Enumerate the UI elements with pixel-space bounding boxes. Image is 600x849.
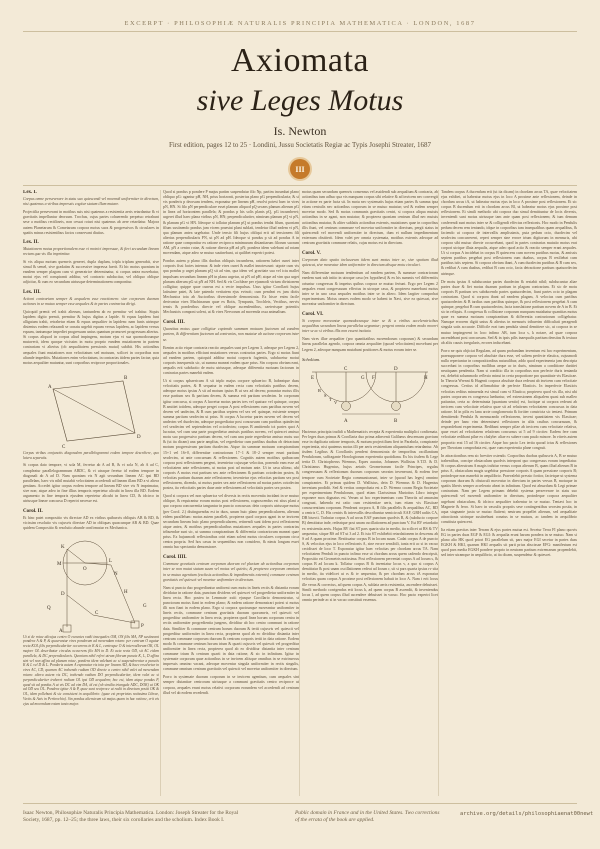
text-column-2 — [163, 190, 299, 796]
fig3-label-a: A — [344, 418, 348, 424]
figure-parallelogram — [23, 369, 159, 451]
column-divider — [160, 190, 161, 796]
corollary3-statement: Quantitas motus quae colligitur capiendo summam motuum factorum ad eandem partem, & differentiam factorum ad contrarias, non mutatur ab actione corporum inter se. — [163, 327, 299, 342]
lex1-heading: Lex. I. — [23, 190, 37, 195]
lex3-body: Quicquid premit vel trahit alterum, tantundem ab eo premitur vel trahitur. Siquis lapidem digito premit, premitur & hujus digitus a lapide. Si equus lapidem funi alligatum trahit, retrahetur etiam & equus aequaliter in lapidem: nam funis utrinque distentus eodem relaxandi se conatu urgebit equum versus lapidem, ac lapidem versus equum, tantumque impediet progressum unius quantum promovet progressum alterius. Si corpus aliquod in corpus aliud impingens, motum ejus vi sua quomodocunque mutaverit, idem quoque vicissim in motu proprio eandem mutationem in partem contrariam vi alterius (ob aequalitatem pressionis mutui) subibit. His actionibus aequales fiunt mutationes non velocitatum sed motuum, scilicet in corporibus non aliunde impeditis. Mutationes enim velocitatum, in contrarias itidem partes factae, quia motus aequaliter mutantur, sunt corporibus reciproce proportionales. — [23, 309, 159, 365]
author-name: Is. Newton — [273, 124, 327, 138]
fig2-label-l: L — [109, 558, 113, 564]
fig3-label-b: B — [394, 418, 398, 424]
fig1-label-d: D — [137, 434, 141, 440]
column2-paragraph: Quod si pondus p pondere P majus partim suspendatur filo Np, partim incumbat plano obliquo pG: agantur pH, NH, prius horizonti, posterius plano pG perpendicularia; & si vis ponderis p deorsum tendens, exponatur per lineam pH, resolvi potest haec in vires pN, HN. Si filo pN perpendiculare esset planum aliquod pQ secans planum alterum pG in linea ad horizontem parallela; & pondus p his solis planis pQ, pG incumberet; urgeret illud haec plana viribus pN, HN; perpendiculariter, nimirum planum pQ vi pN, & planum pG vi HN. Ideoque si tollatur planum pQ ut pondus tendat filum, quoniam filum sustinendo pondus jam vicem praestat plani sublati, tendetur illud eadem vi pN, qua planum antea urgebatur. Unde tensio fili hujus obliqui erit ad tensionem fili alterius perpendicularis PN, ut pN ad pH. Ideoque si pondus p sit ad pondus A in ratione quae componitur ex ratione reciproca minimarum distantiarum filorum suorum AM, pN a centro rotae, & ratione directa pH ad pN; pondera idem valebunt ad rotam movendam, atque adeo se mutuo sustinebunt, ut quilibet experiri potest. — [163, 190, 299, 256]
edition-line: First edition, pages 12 to 25 · Londini, Jussu Societatis Regiæ ac Typis Josephi Streater, 1687 — [169, 141, 431, 149]
column4-paragraph: Ita etiam gravitas inter Terram & ejus partes mutua est. Secetur Terra FI plano quovis EG in partes duas EGF & EGI: & aequalia erunt harum pondera in se mutuo. Nam si plano alio HK quod priori EG parallelum sit, pars major EGI secetur in partes duas EGKH & HKI, quarum HKI aequalis sit parti prius abscissae EFG: manifestum est quod pars media EGKH pondere proprio in neutram partium extremarum propendebit, sed inter utramque in aequilibrio, ut ita dicam, suspendetur & quiescet. — [441, 528, 577, 558]
fig3-label-s: S — [324, 392, 327, 398]
column3-paragraph: Nam vires illae aequaliter (pro quantitatibus movendorum corporum) & secundum lineas parallelas agendo, corpora omnia aequaliter (quoad velocitatem) movebunt per Legem 2, adeoque nunquam mutabunt positiones & motus eorum inter se. — [302, 337, 438, 352]
footer-rights: Public domain in France and in the United States. Two corrections of the errata of the book are applied. — [295, 810, 440, 823]
figure1-body: Si corpus dato tempore, vi sola M, ferretur ab A ad B, & vi sola N, ab A ad C, compleatur parallelogrammum ABDC, & vi utraque feretur id eodem tempore in diagonali ab A ad D. Nam quoniam vis N agit secundum lineam AC ipsi BD parallelam, haec vis nihil mutabit velocitatem accedendi ad lineam illam BD a vi altera genitam. Accedet igitur corpus eodem tempore ad lineam BD sive vis N imprimatur, sive non; atque adeo in fine illius temporis reperietur alicubi in linea illa BD. Eodem argumento in fine temporis ejusdem reperietur alicubi in linea CD, & idcirco in utriusque lineae concursu D reperiri necesse est. — [23, 463, 159, 504]
column4-paragraph: De motu ipsius A subducantur partes duodecim & restabit nihil; subducantur aliae partes duae & fiet motus duarum partium in plagam contrariam. Et sic de motu corporis B partium sex subducendo partes quatuordecim, fiunt partes octo in plagam contrariam. Quod si corpora ibant ad eandem plagam, A velocius cum partibus quatuordecim & B tardius cum partibus quinque, & post reflexionem pergebat A cum quinque, pergebat B cum quatuordecim, facta translatione partium novem de A in B. Et sic in reliquis. A congressu & collisione corporum nunquam mutabatur quantitas motus quae ex summa motuum conspirantium & differentia contrariorum colligebatur. Namque errorem digiti unius & alterius in mensuris tribuerim difficultati peragendi singula satis accurate. Difficile erat tum pendula simul demittere sic, ut corpora in se mutuo impingerent in loco infimo AB, tum loca s, k notare, ad quae corpora ascendebant post concursum. Sed & in ipsis pilis inaequalis partium densitas & textura ab aliis causis irregularis, errores inducebant. — [441, 279, 577, 345]
fig3-label-f: F — [372, 375, 375, 381]
running-head: EXCERPT · PHILOSOPHIÆ NATURALIS PRINCIPIA MATHEMATICA · LONDON, 1687 — [124, 20, 476, 27]
column2-paragraph: Ut si corpus sphaericum A sit triplo majus corpore sphaerico B, habeatque duas velocitatis partes, & B sequatur in eadem recta cum velocitatis partibus decem, adeoque motus ipsius A sit ad motum ipsius B ut sex ad decem; ponantur motus illis esse partium sex & partium decem, & summa erit partium sexdecim. In corporum igitur concursu, si corpus A lucretur motus partes tres vel quatuor vel quinque, corpus B amittet totidem, adeoque perget corpus A post reflexionem cum partibus novem vel decem vel undecim, & B cum partibus septem vel sex vel quinque, existente semper summa partium sexdecim ut prius. Si corpus A lucretur partes novem vel decem vel undecim vel duodecim, adeoque progrediatur post concursum cum partibus quindecim vel sexdecim vel septendecim vel octodecim; corpus B amittendo tot partes quot A lucratur, vel cum una parte progredietur amissis partibus novem, vel quiescet amisso motu suo progressivo partium decem, vel cum una parte regredietur amisso motu suo & (ut ita dicam) una parte amplius, vel regredietur cum partibus duabus ob detractum motum progressivum partium duodecim. Atque ita summae motuum conspirantium 15+1 vel 16+0, differentiae contrariorum 17−1 & 18−2 semper erunt partium sexdecim, ut ante concursum & reflexionem. Cognitis autem motibus quibuscum corpora post reflexionem pergent, invenietur cujusque velocitas, ponendo eam esse ad velocitatem ante reflexionem, ut motus post ad motum ante. Ut in casu ultimo, ubi corporis A motus erat partium sex ante reflexionem & partium octodecim postea, & velocitas partium duarum ante reflexionem; invenietur ejus velocitas partium sex post reflexionem, dicendo, ut motus partes sex ante reflexionem ad motus partes octodecim postea, ita velocitatis partes duae ante reflexionem ad velocitatis partes sex postea. — [163, 379, 299, 491]
footer-citation: Isaac Newton, Philosophiæ Naturalis Principia Mathematica. London: Joseph Streater for the Royal Society, 1687, pp. 12–25; the three laws, their six corollaries and the scholium. Index Book I. — [23, 810, 239, 823]
text-column-3 — [302, 190, 438, 796]
lex3-heading: Lex. III. — [23, 289, 41, 295]
footer-source-link[interactable]: archive.org/details/philosophiaenat00newt — [460, 811, 594, 817]
fig2-label-c: C — [95, 610, 99, 616]
column4-paragraph: Porro ne quis objiciat Regulam, ad quam probandam inventum est hoc experimentum, praesupponere corpora vel absolute dura esse, vel saltem perfecte elastica, cujusmodi nulla reperiuntur in compositionibus naturalibus; addo quod experimenta jam descripta succedunt in corporibus mollibus aeque ac in duris, nimirum a conditione duritiei neutiquam pendentia. Nam si conditio illa in corporibus non perfecte duris tentanda est, debebit solummodo reflexio minui in certa proportione pro quantitate vis Elasticae. In Theoria Wrenni & Hugenii corpora absolute dura redeunt ab invicem cum velocitate congressus. Certius id affirmabitur de perfecte Elasticis. In imperfecte Elasticis velocitas reditus minuenda est simul cum vi Elastica; propterea quod vis illa, nisi ubi partes corporum ex congressu laeduntur, vel extensionem aliqualem quasi sub malleo patiuntur, certa ac determinata (quantum sentio) est, facitque ut corpora redeant ab invicem cum velocitate relativa quae sit ad relativam velocitatem concursus in data ratione. Id in pilis ex lana arcte conglomerata & fortiter constricta sic tentavi. Primum demittendo Pendula & mensurando reflexionem, inveni quantitatem vis Elasticae; deinde per hanc vim determinavi reflexiones in aliis casibus concursuum, & respondebant experimenta. Redibant semper pilae ab invicem cum velocitate relativa, quae esset ad velocitatem relativam concursus ut 5 ad 9 circiter. Eadem fere cum velocitate redibant pilae ex chalybe: aliae ex subere cum paulo minore. In vitreis autem proportio erat 15 ad 16 circiter. Atque hoc pacto Lex tertia quoad ictus & reflexiones per Theoriam comprobata est, quae cum experientia plane congruit. — [441, 348, 577, 450]
fig3-label-v: V — [334, 399, 338, 405]
lex2-body: Si vis aliqua motum quemvis generet, dupla duplum, tripla triplum generabit, sive simul & semel, sive gradatim & successive impressa fuerit. Et hic motus quoniam in eandem semper plagam cum vi generatrice determinatur, si corpus antea movebatur, motui ejus vel conspiranti additur, vel contrario subducitur, vel obliquo oblique adjicitur, & cum eo secundum utriusque determinationem componitur. — [23, 260, 159, 285]
corollary6-statement: Si corpora moveantur quomodocunque inter se & a viribus acceleratricibus aequalibus secundum lineas parallelas urgeantur; pergent omnia eodem modo moveri inter se ac si viribus illis non essent incitata. — [302, 319, 438, 334]
fig2-label-k: K — [61, 544, 65, 550]
corollary3-heading: Corol. III. — [163, 320, 185, 326]
column2-paragraph: Pondus autem p plano illis duobus obliquis incumbens, rationem habet cunei inter corporis fissi facies internas: & inde vires cunei & mallei innotescunt: utpote cum vis qua pondus p urget planum pQ sit ad vim, qua idem vel gravitate sua vel ictu mallei impulsum secundum lineam pH in plana urgetur, ut pN ad pH; atque ad vim qua urget planum alterum pG ut pN ad NH. Sed & vis Cochleae per ejusmodi virium divisionem colligitur; quippe quae cuneus est a vecte impulsus. Usus igitur Corollarii hujus latissime patet, & late patendo veritatem ejus evincit; cum pendeat ex jam dictis Mechanica tota ab Auctoribus diversimode demonstrata. Ex hisce enim facile derivantur vires Machinarum quae ex Rotis, Tympanis, Trochleis, Vectibus, nervis tensis & ponderibus directe vel oblique ascendentibus, caeterisque potentiis Mechanicis componi solent, ut & vires Nervorum ad movenda ossa animalium. — [163, 259, 299, 315]
scholium-body: Hactenus principia tradidi a Mathematicis recepta & experientia multiplici confirmata. Per leges duas primas & Corollaria duo prima adinvenit Galilaeus descensum gravium esse in duplicata ratione temporis, & motum projectilium fieri in Parabola, conspirante experientia, nisi quatenus motus illi per aeris resistentiam aliquantulum retardantur. Ab iisdem Legibus & Corollariis pendent demonstrata de temporibus oscillantium Pendulorum, suffragante Horologiorum experientia quotidiana. Ex his iisdem & Lege tertia D. Christopherus Wrennus, Eques auratus, Johannes Wallisius S.T.D. & D. Christianus Hugenius, hujus aetatis Geometrarum facile Principes, regulas congressuum & reflexionum duorum corporum seorsim invenerunt, & eodem fere tempore cum Societate Regia communicarunt, inter se (quoad has leges) omnino conspirantes. Et primus quidem D. Wallisius, dein D. Wrennus & D. Hugenius inventum prodidit. Sed & veritas comprobata est a D. Wrenno coram Regia Societate per experimentum Pendulorum, quod etiam Clarissimus Mariottus Libro integro exponere mox dignatus est. Verum ut hoc experimentum cum Theoriis ad amussim congruat, habenda est ratio cum resistentiae aeris, tum etiam vis Elasticae concurrentium corporum. Pendeant corpora A, B filis parallelis & aequalibus AC, BD a centris C, D. His centris & intervallis describantur semicirculi EAF, GBH radiis CA, DB bisecti. Trahatur corpus A ad arcus EAF punctum quodvis R, & (subducto corpore B) demittatur inde, redeatque post unam oscillationem ad punctum V. Est RV retardatio ex resistentia aeris. Hujus RV fiat ST pars quarta sita in medio, ita scilicet ut RS & TV aequentur, sitque RS ad ST ut 3 ad 2. Et ista ST exhibebit retardationem in descensu ab S ad A quam proxime. Restituatur corpus B in locum suum. Cadat corpus A de puncto S, & velocitas ejus in loco reflexionis A, sine errore sensibili, tanta erit ac si in vacuo cecidisset de loco T. Exponatur igitur haec velocitas per chordam arcus TA. Nam velocitatem Penduli in puncto infimo esse ut chordam arcus quem cadendo descripsit, Propositio est Geometris notissima. Post reflexionem perveniat corpus A ad locum s, & corpus B ad locum k. Tollatur corpus B & inveniatur locus v, a quo si corpus A demittatur & post unam oscillationem redeat ad locum r, sit st pars quarta ipsius rv sita in medio, ita videlicet ut rs & tv aequentur, & per chordam arcus tA exponatur velocitas quam corpus A proxime post reflexionem habuit in loco A. Nam t erit locus ille verus & correctus, ad quem corpus A, sublata aeris resistentia, ascendere debuisset. Simili methodo corrigendus erit locus k, ad quem corpus B ascendit, & inveniendus locus l, ad quem corpus illud ascendere debuisset in vacuo. Hoc pacto experiri licet omnia perinde ac si in vacuo constituti essemus. — [302, 429, 438, 602]
column2-paragraph: Nam si puncta duo progrediantur uniformi cum motu in lineis rectis & distantia eorum dividatur in ratione data, punctum dividens vel quiescet vel progredietur uniformiter in linea recta. Hoc postea in Lemmate xxiii ejusque Corollario demonstratur, si punctorum motus fiant in eodem plano; & eadem ratione demonstrari potest si motus illi non fiant in eodem plano. Ergo si corpora quotcunque moveantur uniformiter in lineis rectis, commune centrum gravitatis duorum quorumvis, vel quiescit vel progreditur uniformiter in linea recta, propterea quod linea horum corporum centra in rectis uniformiter progredientia jungens, dividitur ab hoc centro communi in ratione data. Similiter & commune centrum horum duorum & tertii cujusvis vel quiescit vel progreditur uniformiter in linea recta, propterea quod ab eo dividitur distantia inter centrum commune corporum duorum & centrum corporis tertii in data ratione. Eodem modo & commune centrum horum trium & quarti cujusvis vel quiescit vel progreditur uniformiter in linea recta, propterea quod ab eo dividitur distantia inter centrum commune trium & centrum quarti in data ratione, & sic in infinitum. Igitur in systemate corporum quae actionibus in se invicem aliisque omnibus in se extrinsecus impressis omnino vacant, adeoque moventur singula uniformiter in rectis singulis, commune omnium centrum gravitatis vel quiescit vel movetur uniformiter in directum. — [163, 585, 299, 672]
fig3-label-g: G — [361, 375, 365, 381]
fig1-label-a: A — [48, 384, 52, 390]
column2-paragraph: Quod si corpora vel non sphaerica vel diversis in rectis moventia incidant in se mutuo oblique, & requirantur eorum motus post reflexionem, cognoscendus est situs plani a quo corpora concurrentia tanguntur in puncto concursus: dein corporis utriusque motus (per Corol. 2.) distinguendus est in duos, unum huic plano perpendicularem, alterum eidem parallelum: motus autem paralleli, propterea quod corpora agant in se invicem secundum lineam huic plano perpendicularem, retinendi sunt iidem post reflexionem atque antea, & motibus perpendicularibus mutationes aequales in partes contrarias tribuendae sunt sic, ut summa conspirantium & differentia contrariorum maneat quae prius. Ex hujusmodi reflexionibus oriri etiam solent motus circulares corporum circa centra propria. Sed hos casus in sequentibus non considero, & nimis longum esset omnia huc spectantia demonstrare. — [163, 494, 299, 550]
fig3-label-d: D — [394, 366, 398, 372]
fig2-label-d: D — [61, 591, 65, 597]
lex1-body: Projectilia perseverant in motibus suis nisi quatenus a resistentia aeris retardantur & vi gravitatis impelluntur deorsum. Trochus, cujus partes cohaerendo perpetuo retrahunt sese a motibus rectilineis, non cessat rotari nisi quatenus ab aere retardatur. Majora autem Planetarum & Cometarum corpora motus suos & progressivos & circulares in spatiis minus resistentibus factos conservant diutius. — [23, 210, 159, 235]
figure-pendulums — [302, 364, 438, 430]
seal-icon: III — [290, 159, 310, 179]
fig1-label-b: B — [124, 375, 128, 381]
column4-paragraph: Tandem corpus A ducendum erit (ut ita dicam) in chordam arcus TA, quae velocitatem ejus exhibet, ut habeatur motus ejus in loco A proxime ante reflexionem, deinde in chordam arcus tA, ut habeatur motus ejus in loco A proxime post reflexionem. Et sic corpus B ducendum erit in chordam arcus Bl, ut habeatur motus ejus proxime post reflexionem. Et simili methodo ubi corpora duo simul demittuntur de locis diversis, inveniendi sunt motus utriusque tam ante quam post reflexionem; & tum demum conferendi sunt motus inter se & colligendi effectus reflexionis. Hoc modo in Pendulis pedum decem rem tentando, idque in corporibus tam inaequalibus quam aequalibus, & faciendo ut corpora de intervallis amplissimis, puta pedum octo, duodecim vel sexdecim concurrerent, reperi semper sine errore trium digitorum in mensuris, ubi corpora sibi mutuo directe occurrebant, quod in partes contrarias mutatio motus erat corpori utrique illata aequalis, atque adeo quod actio & reactio semper erant aequales. Ut si corpus A incidebat in corpus B quiescens cum novem partibus motus, & amissis septem partibus pergebat post reflexionem cum duabus, corpus B resiliebat cum partibus istis septem. Si corpora obviam ibant, A cum duodecim partibus & B cum sex, & redibat A cum duabus, redibat B cum octo, facta detractione partium quatuordecim utrinque. — [441, 190, 577, 276]
fig3-label-c: C — [344, 366, 348, 372]
corollary2-body: Et hinc patet compositio vis directae AD ex viribus quibusvis obliquis AB & BD, & vicissim resolutio vis cujusvis directae AD in obliquas quascunque AB & BD. Quae quidem Compositio & resolutio abunde confirmatur ex Mechanica. — [23, 516, 159, 531]
column3-paragraph: motus quam secundum quemvis consensus vel assidendi sub aequalium & contraria, ab actionibus tum adhuc qua vis nunquam corpus sibi relative & ad invicem nec convergit in actione ex parte facta sit. In motu nec systematis hujus etiam partes & summa ipsa etiam centralis nec actionibus corporum in se mutuo mutatur; sed & eodem semper movetur modo. Sed & motus communis gravitatis centri, si corpora aliqua mutuis actionibus in se agant, non mutatur; & propterea quoniam centrum illud nec mutuis actionibus mutatur, & aliter sublatis actionibus externis, mutationes quae in corporibus illis fiunt, vel centrum commune vel movetur uniformiter in directum, pergit status in quiescendi vel movendi uniformiter in directum, dum ei nullum impedimentum externum obstiterit. Idem valet per omnia systemata, motibus externis adeoque ad centrum gravitatis commune relatis, cujus motus est in directum. — [302, 190, 438, 245]
corollary5-heading: Corol. V. — [302, 251, 321, 257]
fig3-label-e: E — [311, 375, 315, 381]
column3-paragraph: Nam differentiae motuum tendentium ad eandem partem, & summae contrariorum eaedem sunt sub initio in utroque casu (ex hypothesi) & ex his summis vel differentiis oriuntur congressus & impetus quibus corpora se mutuo feriunt. Ergo per Legem 2 aequales erunt congressuum effectus in utroque casu, & propterea manebunt motus inter se in uno casu aequales motibus inter se in altero. Idem largiter comprobat experimentum. Motus omnes eodem modo se habent in Navi, sive ea quiescat, sive moveatur uniformiter in directum. — [302, 271, 438, 306]
column-divider — [438, 190, 439, 796]
figure-wheel — [23, 535, 159, 635]
header-rule — [23, 31, 577, 32]
column4-paragraph: In attractionibus rem sic breviter ostendo. Corporibus duobus quibusvis A, B se mutuo trahentibus, concipe obstaculum quodvis interponi quo congressus eorum impediatur. Si corpus alterutrum A magis trahitur versus corpus alterum B, quam illud alterum B in prius A, obstaculum magis urgebitur pressione corporis A quam pressione corporis B; proindeque non manebit in aequilibrio. Praevalebit pressio fortior, facietque ut systema corporum duorum & obstaculi moveatur in directum in partes versus B, motuque in spatiis liberis semper accelerato abeat in infinitum. Quod est absurdum & Legi primae contrarium. Nam per Legem primam debebit systema perseverare in statu suo quiescendi vel movendi uniformiter in directum, proindeque corpora aequaliter urgebunt obstaculum, & idcirco aequaliter trahentur in se mutuo. Tentavi hoc in Magnete & ferro. Si haec in vasculis propriis sese contingentibus seorsim posita, in aqua stagnante juxta se mutuo fluitent; neutrum propellet alterum, sed aequalitate attractionis utrinque sustinebunt conatus in se mutuos, ac tandem in aequilibrio constituta quiescent. — [441, 453, 577, 524]
top-rule — [23, 185, 577, 186]
lex2-heading: Lex. II. — [23, 239, 39, 245]
text-column-4 — [441, 190, 577, 796]
scholium-heading: Scholium. — [302, 356, 321, 362]
fig1-label-c: C — [62, 444, 66, 450]
corollary4-statement: Commune gravitatis centrum corporum duorum vel plurium ab actionibus corporum inter se non mutat statum suum vel motus vel quietis; & propterea corporum omnium in se mutuo agentium (exclusis actionibus & impedimentis externis) commune centrum gravitatis vel quiescit vel movetur uniformiter in directum. — [163, 562, 299, 582]
corollary2-heading: Corol. II. — [23, 509, 43, 515]
fig2-label-g: G — [143, 603, 147, 609]
fig3-label-t: T — [329, 396, 332, 402]
fig3-label-r: R — [318, 387, 322, 393]
fig2-label-m: M — [57, 561, 62, 567]
corollary4-heading: Corol. IIII. — [163, 555, 187, 561]
lex1-statement: Corpus omne perseverare in statu suo quiescendi vel movendi uniformiter in directum, nisi quatenus a viribus impressis cogitur statum illum mutare. — [23, 197, 159, 207]
column2-paragraph: Porro in systemate duorum corporum in se invicem agentium, cum aequales sint semper distantiae centrorum utriusque a communi gravitatis centro reciproce ut corpora, aequales erunt motus relativi corporum eorundem vel accedendi ad centrum illud vel ab eodem recedendi. — [163, 675, 299, 695]
corollary5-statement: Corporum dato spatio inclusorum iidem sunt motus inter se, sive spatium illud quiescat, sive moveatur idem uniformiter in directum absque motu circulari. — [302, 258, 438, 268]
footer-rule — [23, 803, 577, 804]
lex3-statement: Actioni contrariam semper & aequalem esse reactionem: sive corporum duorum actiones in se mutuo semper esse aequales & in partes contrarias dirigi. — [23, 296, 159, 306]
fig2-label-a: A — [59, 628, 63, 634]
fig2-label-o: O — [83, 566, 87, 572]
fig2-label-q: Q — [47, 605, 51, 611]
fig2-label-n: N — [114, 571, 118, 577]
lex2-statement: Mutationem motus proportionalem esse vi motrici impressae, & fieri secundum lineam rectam qua vis illa imprimitur. — [23, 246, 159, 256]
text-column-1 — [23, 190, 159, 796]
fig3-label-h: H — [424, 375, 428, 381]
fig2-label-h: H — [124, 589, 128, 595]
column-divider — [299, 190, 300, 796]
page-title: Axiomata — [230, 42, 370, 79]
column2-paragraph: Etenim actio eique contraria reactio aequales sunt per Legem 3, adeoque per Legem 2, aequales in motibus efficiunt mutationes versus contrarias partes. Ergo si motus fiunt ad eandem partem, quicquid additur motui corporis fugientis, subducetur motui corporis insequentis sic, ut summa maneat eadem quae prius. Sin corpora obviam eant, aequalis erit subductio de motu utriusque, adeoque differentia motuum factorum in contrarias partes manebit eadem. — [163, 345, 299, 376]
figure1-caption: Corpus viribus conjunctis diagonalem parallelogrammi eodem tempore describere, quo latera separatis. — [23, 450, 159, 460]
page-subtitle: sive Leges Motus — [196, 84, 404, 117]
corollary6-heading: Corol. VI. — [302, 311, 324, 317]
fig2-label-p: P — [141, 623, 144, 629]
figure2-caption: Ut si de rotae alicujus centro O exeuntes radii inaequales OM, ON filis MA, NP sustineant pondera A & P, & quaerantur vires ponderum ad movendam rotam: per centrum O agatur recta KOL filis perpendiculariter occurrens in K & L, centroque O & intervallorum OK, OL majore OL describatur circulus occurrens filo MA in D. Et acta recta OD, sit AC eidem parallela, & DC perpendicularis. Quoniam nihil refert utrum filorum puncta K, L, D affixa sint vel non affixa ad planum rotae, pondera idem valebunt ac si suspenderentur a punctis K & L vel D & L. Ponderis autem A exponatur vis tota per lineam AD, & haec resolvetur in vires AC, CD, quarum AC trahendo radium OD directe a centro nihil valet ad movendam rotam: altera autem vis DC, trahendo radium DO perpendiculariter, idem valet ac si perpendiculariter traheret radium OL ipsi OD aequalem; hoc est, idem atque pondus P, quod sit ad pondus A ut vis DC ad vim DA, id est (ob similia triangula ADC, DOK) ut OK ad OD seu OL. Pondera igitur A & P, quae sunt reciproce ut radii in directum positi OK & OL, idem pollebunt & sic consistent in aequilibrio: (quae est proprietas notissima Librae, Vectis & Axis in Peritrochio). Sin pondus alterutrum sit majus quam in hac ratione, erit vis ejus ad movendam rotam tanto major. — [23, 634, 159, 706]
